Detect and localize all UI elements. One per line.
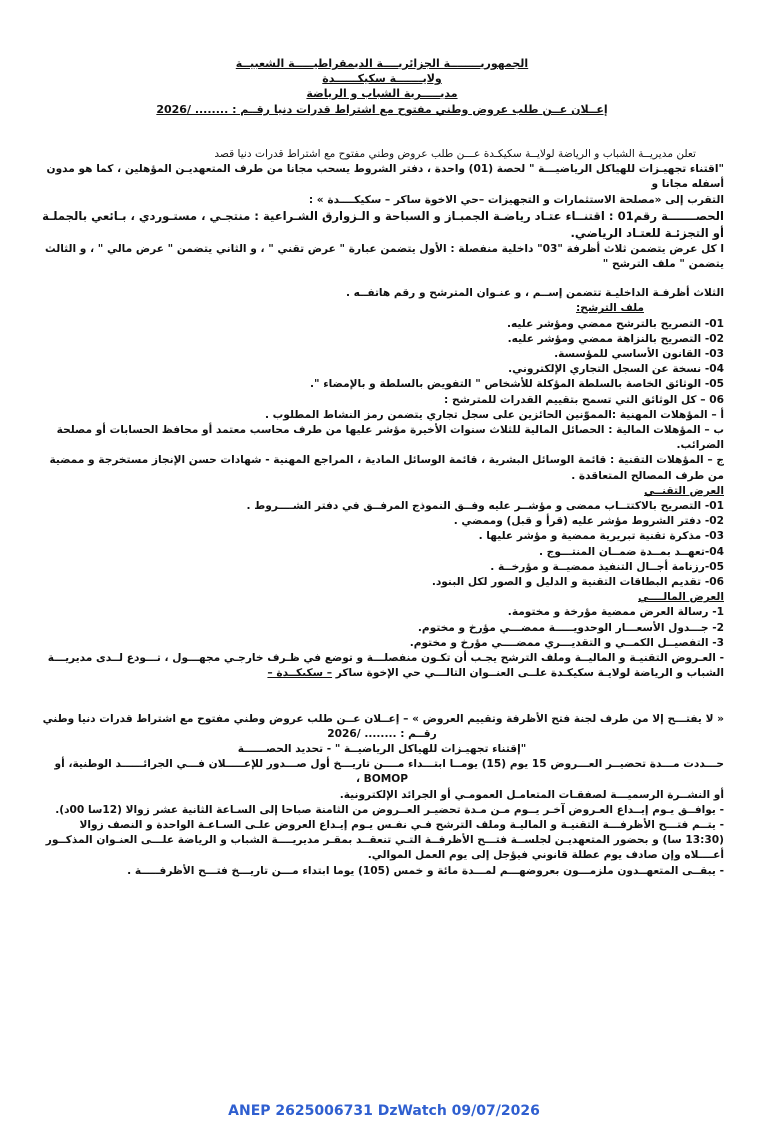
technical-offer-heading: العرض التقنــي	[644, 484, 724, 497]
wilaya-header: ولايـــــــة سكيكــــــدة	[322, 72, 442, 85]
financial-item: 3- التفصيــل الكمــي و التقديـــري ممضــــي مؤرخ و مختوم.	[409, 636, 724, 649]
deadline-line-5: - يتــم فتـــح الأظرفـــة التقنيـة و الماليـة وملف الترشح فـي نفـس يـوم إيـداع العروض علـى السـاعـة الواحدة و النصف زوالا (13:30 سا) و بحضور المتعهديـن لجلســة فتـــح الأظرفــة التـي تنعقــد بمقـر مديريــــة الشباب و الرياضة علـــى العنـوان المذكــور أعــــلاه وإن صادف يوم عطلة قانوني فيؤجل إلى يوم العمل الموالي.	[45, 818, 724, 862]
financial-offer-heading: العرض المالــــي	[638, 591, 724, 604]
deadline-line-1: حـــددت مـــدة تحضيــر العـــروض 15 يوم (15) يومــا ابتـــداء مــــن تاريـــخ أول صـــدور للإعـــــلان فـــي الجرائــــــد الوطنية، أو	[54, 758, 724, 771]
candidacy-item: 01- التصريح بالترشح ممضي ومؤشر عليه.	[506, 317, 724, 330]
deadline-line-6: - يبقــى المتعهــدون ملزمـــون بعروضهـــم لمـــدة مائة و خمس (105) يوما ابتداء مـــن تاريـــخ فتـــح الأظرفـــــة .	[127, 864, 724, 877]
financial-item: 1- رسالة العرض ممضية مؤرخة و مختومة.	[507, 606, 724, 619]
candidacy-item: 03- القانون الأساسي للمؤسسة.	[554, 348, 724, 361]
publication-footer: ANEP 2625006731 DzWatch 09/07/2026	[228, 1103, 540, 1119]
technical-item: 04-تعهــد بمــدة ضمــان المنتـــوج .	[538, 545, 724, 558]
candidacy-file-heading: ملف الترشح:	[575, 302, 644, 315]
technical-item: 02- دفتر الشروط مؤشر عليه (قرأ و قبل) وممضي .	[453, 515, 724, 528]
outer-envelope-line-1: « لا يفتـــح إلا من طرف لجنة فتح الأظرفة وتقييم العروض » – إعــلان عــن طلب عروض وطني مفتوح مع اشتراط قدرات دنيا وطني	[42, 712, 724, 725]
announcement-title: إعــلان عــن طلب عروض وطني مفتوح مع اشتراط قدرات دنيا رقــم : ........ /2026	[156, 103, 608, 116]
submission-note-text: - العـروض التقنيـة و الماليــة وملف الترشح يجـب أن تكـون منفصلـــة و توضع في ظـرف خارجـي مجهـــول ، تـــودع لــدى مديريـــة الشباب و الرياضة لولايـة سكيكـدة علــى العنــوان التالـــي حي الإخوة ساكر	[47, 652, 724, 680]
candidacy-item: 02- التصريح بالنزاهة ممضي ومؤشر عليه.	[507, 332, 724, 345]
technical-item: 01- التصريح بالاكتتــاب ممضى و مؤشــر عليه وفــق النموذج المرفــق في دفتر الشــــروط .	[246, 500, 724, 513]
candidacy-item: 04- نسخة عن السجل التجاري الإلكتروني.	[508, 363, 724, 376]
intro-line-3: التقرب إلى «مصلحة الاستثمارات و التجهيزات –حي الاخوة ساكر – سكيكــــدة » :	[308, 193, 724, 206]
deadline-bomop: BOMOP ،	[355, 773, 409, 786]
technical-item: 06- تقديم البطاقات التقنية و الدليل و الصور لكل البنود.	[431, 576, 724, 589]
technical-item: 03- مذكرة تقنية تبريرية ممضية و مؤشر عليها .	[478, 530, 724, 543]
submission-note-city: – سكيكــدة –	[267, 667, 333, 680]
candidacy-item: أ – المؤهلات المهنية :المموّنين الحائزين على سجل تجاري يتضمن رمز النشاط المطلوب .	[264, 408, 724, 421]
deadline-line-3: أو النشــرة الرسميـــة لصفقـات المتعامـل العمومـي أو الجرائد الإلكترونية.	[339, 788, 724, 801]
lot-description: الحصـــــــة رقم01 : اقتنــاء عتـاد رياضـة الجمبـاز و السباحة و الـزوارق الشـراعية : منتجـي ، مستـوردي ، بـائعي بالجملـة أو التجزئـة للعتـاد الرياضي.	[42, 208, 724, 240]
candidacy-item: ج – المؤهلات التقنية : قائمة الوسائل البشرية ، قائمة الوسائل المادية ، المراجع المهنية - شهادات حسن الإنجاز مستخرجة و ممضية من طرف المصالح المتعاقدة .	[49, 454, 724, 482]
financial-item: 2- جـــدول الأسعـــار الوحدويـــــة ممضـــي مؤرخ و مختوم.	[417, 621, 724, 634]
envelopes-description: ا كل عرض يتضمن ثلاث أظرفة "03" داخلية منفصلة : الأول يتضمن عبارة " عرض تقني " ، و الثاني يتضمن " عرض مالي " ، و الثالث يتضمن " ملف الترشح "	[45, 242, 724, 271]
candidacy-item: ب – المؤهلات المالية : الحصائل المالية للثلاث سنوات الأخيرة مؤشر عليها من طرف محاسب معتمد أو محافظ الحسابات أو مصلحة الضرائب.	[56, 424, 724, 452]
outer-envelope-line-2: رقــم : ........ /2026	[327, 727, 437, 740]
technical-item: 05-رزنامة أجــال التنفيذ ممضيــة و مؤرخــة .	[490, 560, 724, 573]
republic-header: الجمهوريــــــــة الجزائريــــة الديمقراطيـــــة الشعبيــة	[235, 57, 529, 70]
intro-line-2: "اقتناء تجهيـزات للهياكل الرياضيـــة " لحصة (01) واحدة ، دفتر الشروط يسحب مجانا من طرف المتعهديـن المؤهلين ، كما هو مدون أسفله مجانا و	[46, 163, 724, 191]
submission-note	[40, 651, 724, 681]
deadline-line-4: - يوافــق يـوم إيــداع العـروض آخـر يــوم مـن مـدة تحضيـر العــروض من الثامنة صباحا إلى السـاعة الثانية عشر زوالا (12سا 00د).	[55, 803, 724, 816]
directorate-header: مديـــــرية الشباب و الرياضة	[306, 87, 458, 100]
candidacy-item: 06 – كل الوثائق التي تسمح بتقييم القدرات للمترشح :	[444, 393, 724, 406]
candidacy-item: 05- الوثائق الخاصة بالسلطة المؤكلة للأشخاص " التفويض بالسلطة و بالإمضاء ".	[310, 378, 724, 391]
intro-line-1: تعلن مديريــة الشباب و الرياضة لولايــة سكيكـدة عـــن طلب عروض وطني مفتوح مع اشتراط قدرات دنيا قصد	[214, 148, 696, 160]
envelopes-note: الثلاث أظرفـة الداخليـة تتضمن إســم ، و عنـوان المترشح و رقم هاتفــه .	[345, 287, 724, 300]
outer-envelope-line-3: "إقتناء تجهيـزات للهياكل الرياضيــة " - تحديد الحصــــــة	[237, 742, 527, 755]
